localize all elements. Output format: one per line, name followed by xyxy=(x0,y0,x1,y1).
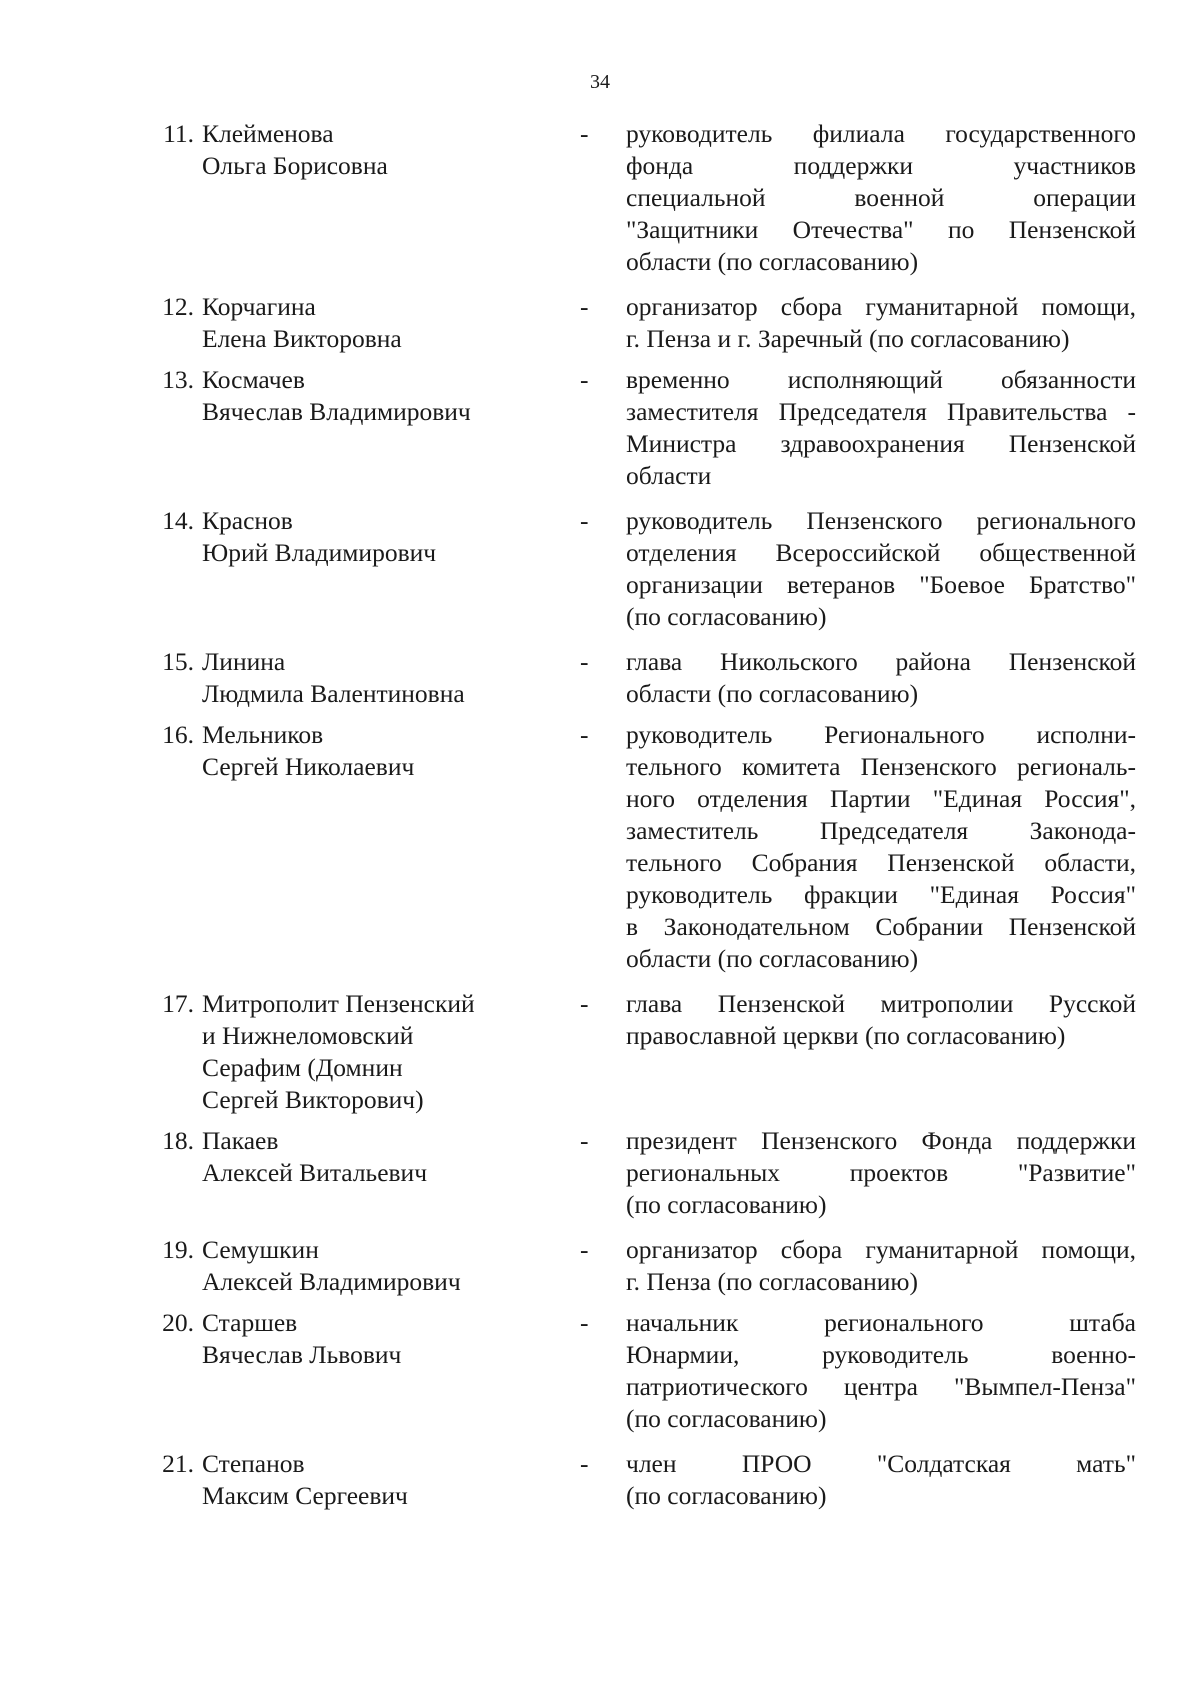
entry-role xyxy=(626,1448,1136,1512)
entry-role xyxy=(626,364,1136,492)
entry-number: 18. xyxy=(162,1126,194,1155)
dash-separator: - xyxy=(580,720,589,749)
role-line: Министра здравоохранения Пензенской xyxy=(626,429,1136,458)
entry-role xyxy=(626,1234,1136,1298)
entry-name xyxy=(202,646,578,710)
name-line: Ольга Борисовна xyxy=(202,151,388,180)
list-item xyxy=(150,719,1136,975)
dash-separator: - xyxy=(580,119,589,148)
entry-name xyxy=(202,118,578,182)
dash-separator: - xyxy=(580,1126,589,1155)
entry-role xyxy=(626,118,1136,278)
name-line: Линина xyxy=(202,647,286,676)
entry-number: 15. xyxy=(162,647,194,676)
role-line: специальной военной операции xyxy=(626,183,1136,212)
role-line: руководитель Регионального исполни- xyxy=(626,720,1136,749)
role-line: временно исполняющий обязанности xyxy=(626,365,1136,394)
entry-name xyxy=(202,1307,578,1371)
role-line: глава Никольского района Пензенской xyxy=(626,647,1136,676)
role-line: член ПРОО "Солдатская мать" xyxy=(626,1449,1136,1478)
entry-name xyxy=(202,364,578,428)
entry-number: 20. xyxy=(162,1308,194,1337)
role-line: г. Пенза и г. Заречный (по согласованию) xyxy=(626,324,1070,353)
entry-role xyxy=(626,1125,1136,1221)
entry-name xyxy=(202,1234,578,1298)
entry-name xyxy=(202,1448,578,1512)
role-line: тельного комитета Пензенского региональ- xyxy=(626,752,1136,781)
role-line: руководитель фракции "Единая Россия" xyxy=(626,880,1136,909)
name-line: Корчагина xyxy=(202,292,316,321)
name-line: Клейменова xyxy=(202,119,334,148)
name-line: Максим Сергеевич xyxy=(202,1481,408,1510)
entry-number: 12. xyxy=(162,292,194,321)
member-list xyxy=(150,118,1136,1512)
dash-separator: - xyxy=(580,1235,589,1264)
role-line: ного отделения Партии "Единая Россия", xyxy=(626,784,1136,813)
name-line: Степанов xyxy=(202,1449,305,1478)
list-item xyxy=(150,988,1136,1116)
list-item xyxy=(150,1125,1136,1221)
role-line: тельного Собрания Пензенской области, xyxy=(626,848,1136,877)
name-line: Старшев xyxy=(202,1308,298,1337)
role-line: президент Пензенского Фонда поддержки xyxy=(626,1126,1136,1155)
list-item xyxy=(150,1448,1136,1512)
name-line: Вячеслав Львович xyxy=(202,1340,402,1369)
name-line: Сергей Викторович) xyxy=(202,1085,424,1114)
dash-separator: - xyxy=(580,647,589,676)
entry-name xyxy=(202,988,578,1116)
list-item xyxy=(150,1234,1136,1298)
role-line: области xyxy=(626,461,712,490)
dash-separator: - xyxy=(580,365,589,394)
name-line: Сергей Николаевич xyxy=(202,752,415,781)
entry-number: 19. xyxy=(162,1235,194,1264)
name-line: Пакаев xyxy=(202,1126,279,1155)
entry-number: 16. xyxy=(162,720,194,749)
entry-number: 11. xyxy=(163,119,194,148)
role-line: (по согласованию) xyxy=(626,1404,827,1433)
role-line: организации ветеранов "Боевое Братство" xyxy=(626,570,1136,599)
role-line: (по согласованию) xyxy=(626,1190,827,1219)
entry-number: 21. xyxy=(162,1449,194,1478)
role-line: отделения Всероссийской общественной xyxy=(626,538,1136,567)
role-line: (по согласованию) xyxy=(626,1481,827,1510)
role-line: организатор сбора гуманитарной помощи, xyxy=(626,1235,1136,1264)
page-number: 34 xyxy=(590,71,610,93)
name-line: Юрий Владимирович xyxy=(202,538,437,567)
role-line: Юнармии, руководитель военно- xyxy=(626,1340,1136,1369)
entry-role xyxy=(626,719,1136,975)
entry-name xyxy=(202,719,578,783)
dash-separator: - xyxy=(580,292,589,321)
list-item xyxy=(150,1307,1136,1435)
role-line: глава Пензенской митрополии Русской xyxy=(626,989,1136,1018)
list-item xyxy=(150,646,1136,710)
role-line: руководитель филиала государственного xyxy=(626,119,1136,148)
dash-separator: - xyxy=(580,1308,589,1337)
role-line: православной церкви (по согласованию) xyxy=(626,1021,1066,1050)
name-line: Елена Викторовна xyxy=(202,324,402,353)
role-line: области (по согласованию) xyxy=(626,679,919,708)
role-line: области (по согласованию) xyxy=(626,944,919,973)
entry-role xyxy=(626,291,1136,355)
list-item xyxy=(150,364,1136,492)
name-line: Краснов xyxy=(202,506,293,535)
dash-separator: - xyxy=(580,989,589,1018)
role-line: (по согласованию) xyxy=(626,602,827,631)
role-line: г. Пенза (по согласованию) xyxy=(626,1267,918,1296)
name-line: Митрополит Пензенский xyxy=(202,989,475,1018)
role-line: "Защитники Отечества" по Пензенской xyxy=(626,215,1136,244)
name-line: Семушкин xyxy=(202,1235,319,1264)
name-line: Алексей Владимирович xyxy=(202,1267,461,1296)
role-line: патриотического центра "Вымпел-Пенза" xyxy=(626,1372,1136,1401)
role-line: организатор сбора гуманитарной помощи, xyxy=(626,292,1136,321)
dash-separator: - xyxy=(580,506,589,535)
list-item xyxy=(150,505,1136,633)
name-line: Космачев xyxy=(202,365,305,394)
list-item xyxy=(150,118,1136,278)
list-item xyxy=(150,291,1136,355)
role-line: в Законодательном Собрании Пензенской xyxy=(626,912,1136,941)
name-line: Мельников xyxy=(202,720,324,749)
role-line: начальник регионального штаба xyxy=(626,1308,1136,1337)
role-line: региональных проектов "Развитие" xyxy=(626,1158,1136,1187)
entry-role xyxy=(626,505,1136,633)
name-line: Вячеслав Владимирович xyxy=(202,397,471,426)
role-line: заместителя Председателя Правительства - xyxy=(626,397,1136,426)
entry-number: 17. xyxy=(162,989,194,1018)
dash-separator: - xyxy=(580,1449,589,1478)
entry-role xyxy=(626,1307,1136,1435)
name-line: Людмила Валентиновна xyxy=(202,679,465,708)
entry-name xyxy=(202,291,578,355)
entry-name xyxy=(202,1125,578,1189)
role-line: фонда поддержки участников xyxy=(626,151,1136,180)
name-line: Серафим (Домнин xyxy=(202,1053,403,1082)
role-line: области (по согласованию) xyxy=(626,247,919,276)
role-line: руководитель Пензенского регионального xyxy=(626,506,1136,535)
entry-role xyxy=(626,988,1136,1052)
name-line: Алексей Витальевич xyxy=(202,1158,428,1187)
role-line: заместитель Председателя Законода- xyxy=(626,816,1136,845)
entry-number: 14. xyxy=(162,506,194,535)
entry-name xyxy=(202,505,578,569)
name-line: и Нижнеломовский xyxy=(202,1021,414,1050)
entry-role xyxy=(626,646,1136,710)
entry-number: 13. xyxy=(162,365,194,394)
